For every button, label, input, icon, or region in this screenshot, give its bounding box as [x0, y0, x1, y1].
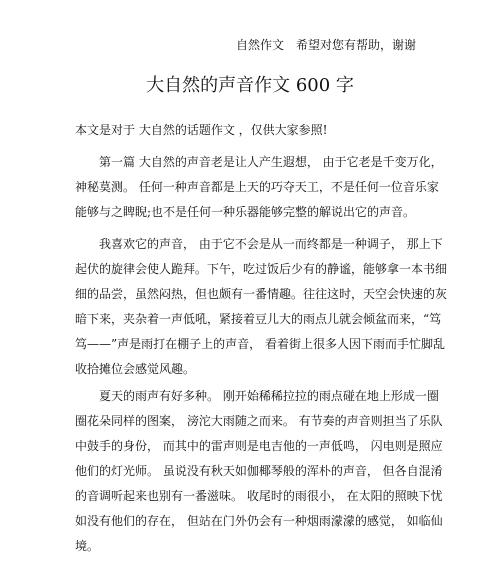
- paragraph-1: [75, 150, 443, 225]
- paragraph-line: 暗下来，夹杂着一声低吼，紧接着豆儿大的雨点儿就会倾盆而来，“笃: [75, 312, 442, 326]
- paragraph-line: 他们的灯光师。 虽说没有秋天如伽椰琴般的浑朴的声音， 但各自混淆: [75, 464, 443, 478]
- paragraph-line: 能够与之睥睨;也不是任何一种乐器能够完整的解说出它的声音。: [75, 205, 416, 219]
- paragraph-line: 如没有他们的存在， 但站在门外仍会有一种烟雨濛濛的感觉， 如临仙: [75, 514, 443, 528]
- paragraph-line: 境。: [75, 539, 100, 553]
- paragraph-line: 圈花朵同样的图案， 滂沱大雨随之而来。 有节奏的声音则担当了乐队: [75, 414, 443, 428]
- paragraph-line: 我喜欢它的声音， 由于它不会是从一而终都是一种调子， 那上下: [75, 237, 443, 251]
- paragraph-line: 夏天的雨声有好多种。 刚开始稀稀拉拉的雨点碰在地上形成一圈: [75, 389, 439, 403]
- paragraph-line: 第一篇 大自然的声音老是让人产生遐想， 由于它老是千变万化，: [75, 155, 443, 169]
- paragraph-line: 起伏的旋律会使人跪拜。下午，吃过饭后少有的静谧，能够拿一本书细: [75, 262, 448, 276]
- paragraph-2: [75, 232, 448, 382]
- header-note: 自然作文 希望对您有帮助，谢谢: [236, 38, 417, 52]
- paragraph-line: 收拾摊位会感觉风趣。: [75, 362, 196, 376]
- paragraph-3: [75, 384, 443, 559]
- document-title: 大自然的声音作文 600 字: [146, 75, 354, 96]
- paragraph-line: 神秘莫测。 任何一种声音都是上天的巧夺天工，不是任何一位音乐家: [75, 180, 439, 194]
- paragraph-line: 笃——”声是雨打在棚子上的声音， 看着街上很多人因下雨而手忙脚乱: [75, 337, 445, 351]
- document-intro: 本文是对于 大自然的话题作文 ，仅供大家参照!: [75, 123, 328, 137]
- paragraph-line: 的音调听起来也别有一番滋味。 收尾时的雨很小， 在太阳的照映下忧: [75, 489, 443, 503]
- paragraph-line: 细的品尝，虽然闷热，但也颇有一番情趣。往往这时，天空会快速的灰: [75, 287, 448, 301]
- paragraph-line: 中鼓手的身份， 而其中的雷声则是电吉他的一声低鸣， 闪电则是照应: [75, 439, 443, 453]
